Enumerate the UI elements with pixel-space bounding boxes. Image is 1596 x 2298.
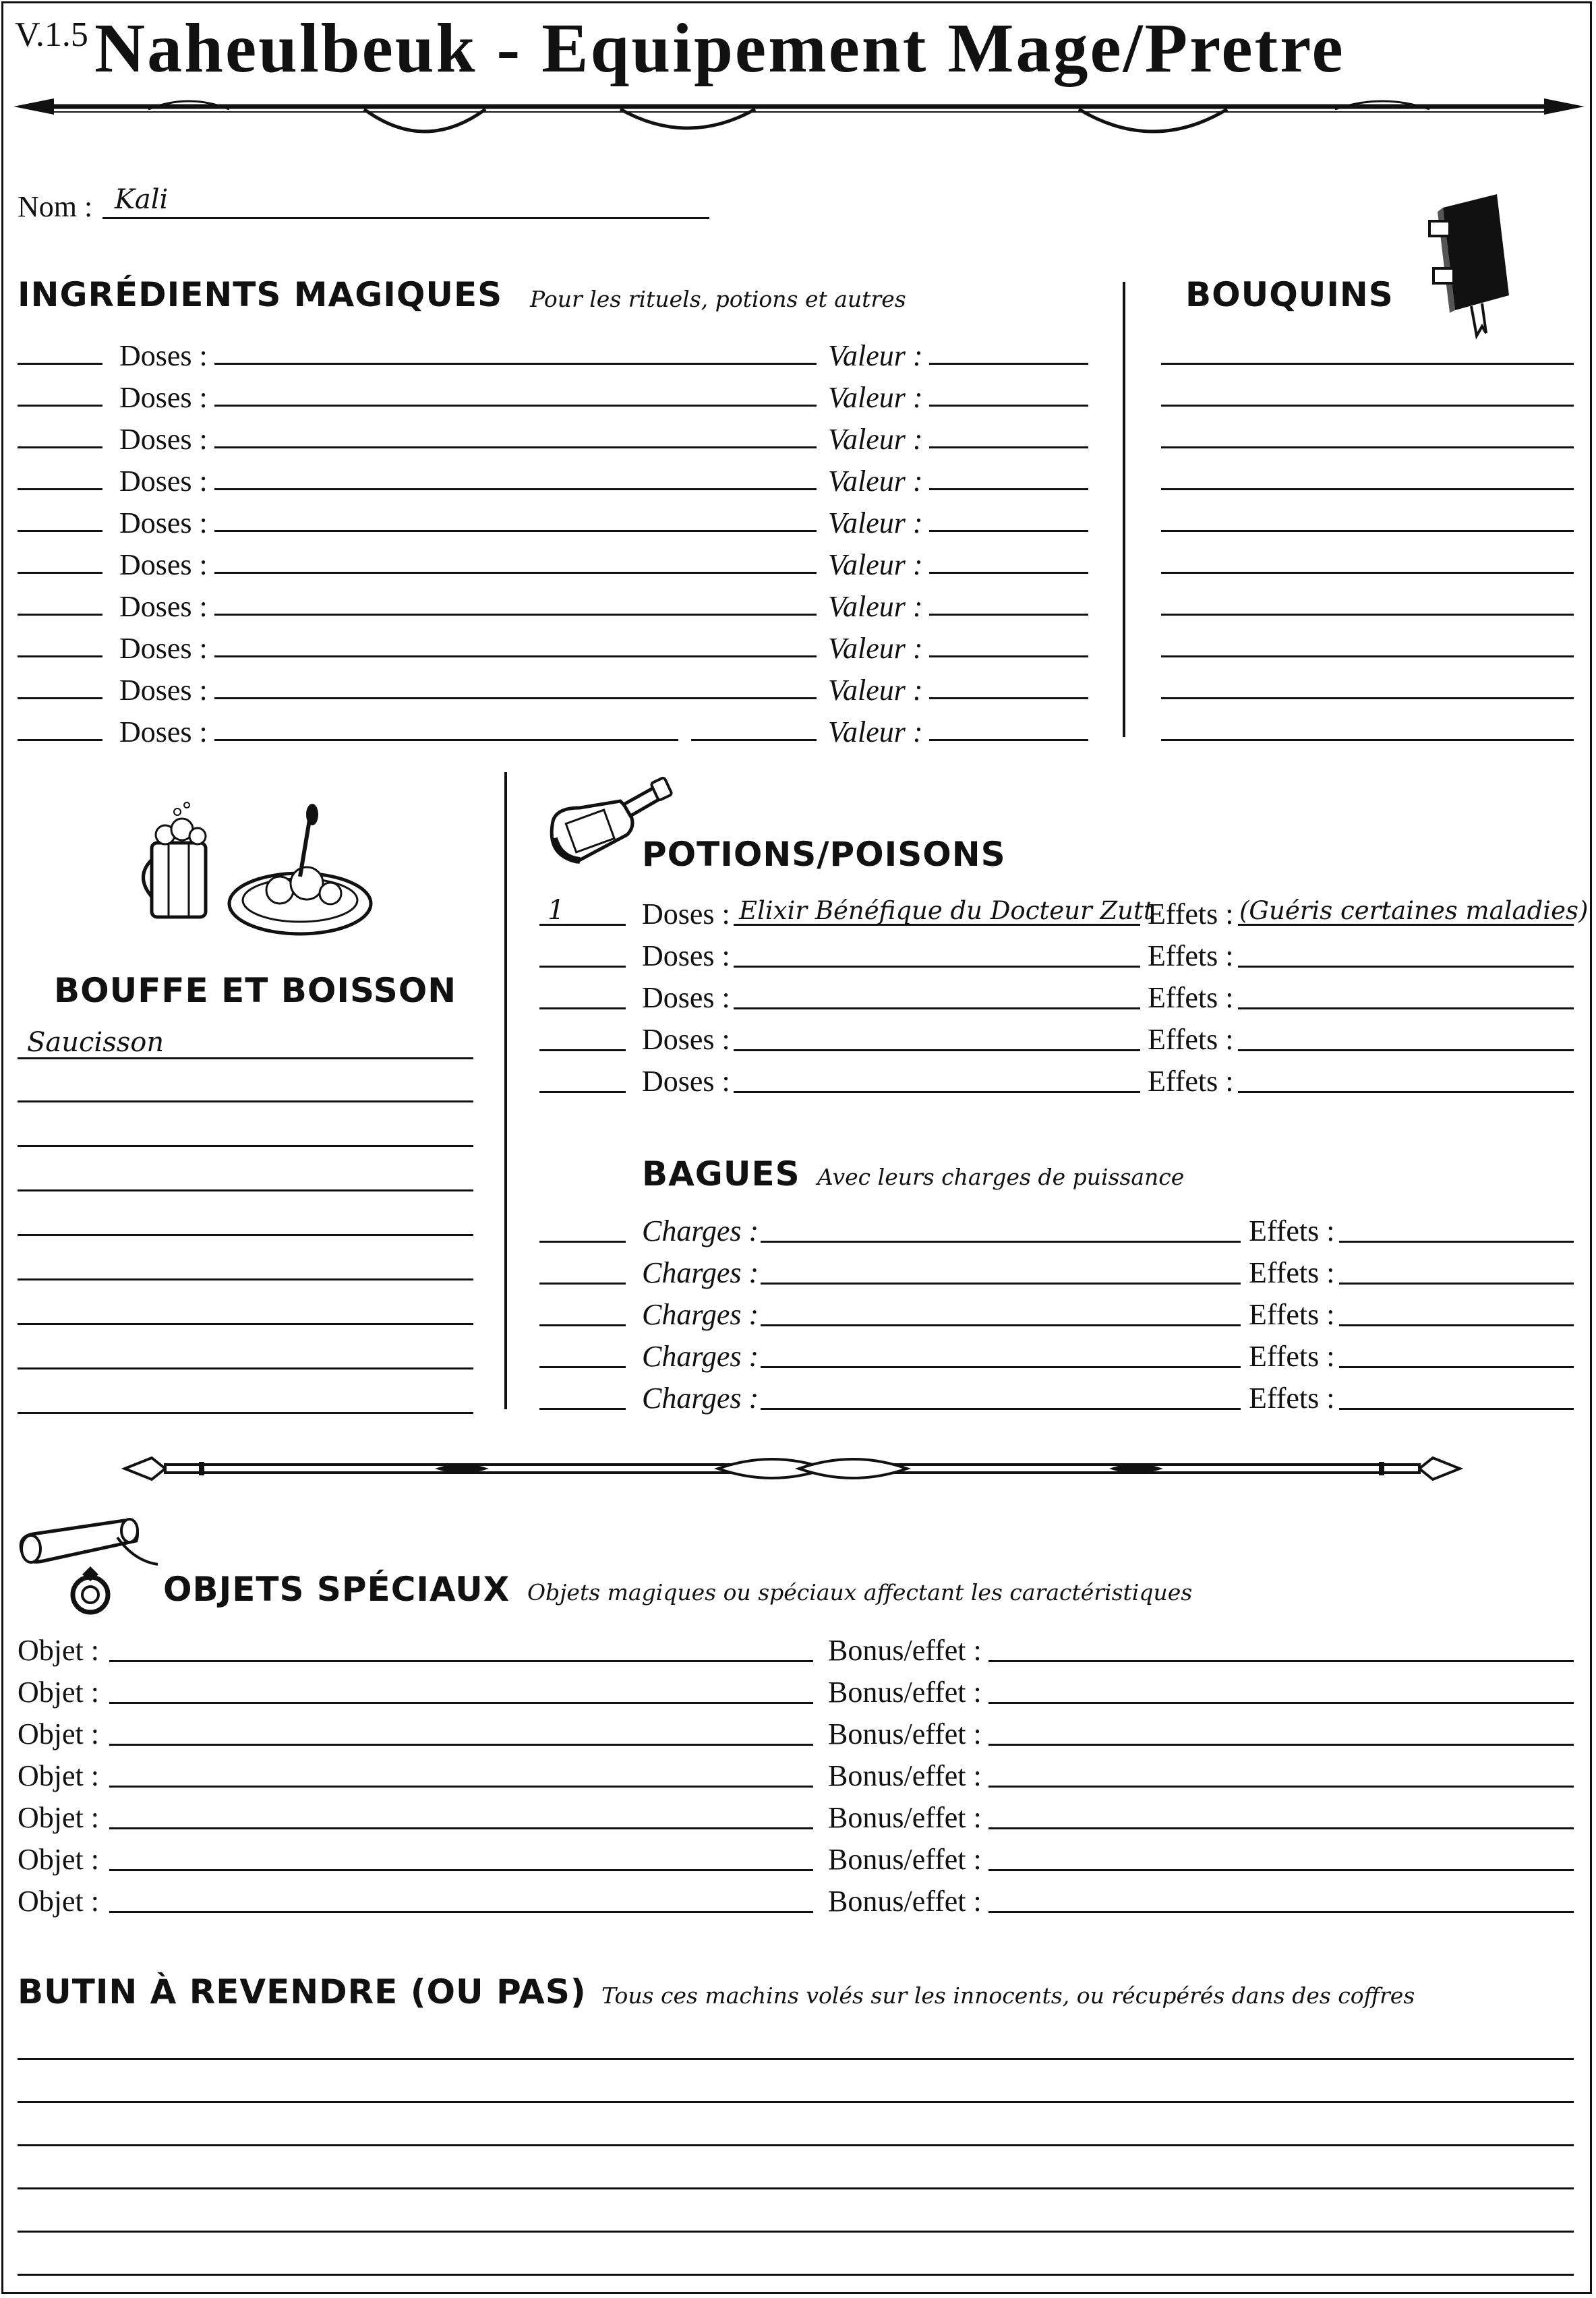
potion-effects-label: Effets : [1148,897,1234,931]
ingredient-value-line[interactable] [929,405,1088,407]
charges-label: Charges : [642,1340,759,1373]
object-label: Objet : [18,1885,99,1918]
potion-effects-label: Effets : [1148,981,1234,1014]
ingredient-qty-line[interactable] [18,363,102,365]
value-label: Valeur : [828,632,923,665]
potion-effect-value[interactable]: (Guéris certaines maladies) [1239,896,1589,925]
staff-divider-icon [125,1450,1460,1497]
object-label: Objet : [18,1634,99,1667]
column-divider [1123,282,1125,737]
loot-line[interactable] [18,2187,1574,2189]
potion-doses-label: Doses : [642,939,730,972]
ingredient-value-line[interactable] [929,488,1088,490]
ingredient-name-line[interactable] [214,488,817,490]
doses-label: Doses : [119,506,208,539]
bonus-line[interactable] [988,1702,1574,1704]
food-line[interactable] [18,1145,473,1147]
loot-heading: BUTIN À REVENDRE (OU PAS) [18,1972,587,2011]
bonus-label: Bonus/effet : [828,1676,982,1709]
loot-line[interactable] [18,2274,1574,2276]
ingredient-value-line[interactable] [929,655,1088,657]
potion-effect-line[interactable] [1238,1049,1574,1051]
potion-effect-line[interactable] [1238,1007,1574,1009]
potion-doses-label: Doses : [642,897,730,931]
value-label: Valeur : [828,715,923,748]
ring-effect-line[interactable] [1339,1366,1574,1368]
bonus-label: Bonus/effet : [828,1759,982,1792]
potion-effects-label: Effets : [1148,1065,1234,1098]
charges-label: Charges : [642,1256,759,1289]
rings-heading: BAGUES [642,1154,800,1194]
book-line[interactable] [1161,655,1574,657]
potion-qty-line[interactable] [539,1007,626,1009]
value-label: Valeur : [828,674,923,707]
version-label: V.1.5 [15,16,88,54]
loot-line[interactable] [18,2058,1574,2060]
object-label: Objet : [18,1801,99,1834]
ingredient-value-line[interactable] [929,614,1088,616]
name-label: Nom : [18,190,93,223]
potion-name-line[interactable] [734,1007,1140,1009]
ingredient-name-line[interactable] [214,697,817,699]
ingredient-name-line[interactable] [214,572,817,574]
charges-label: Charges : [642,1214,759,1247]
bonus-line[interactable] [988,1827,1574,1829]
ring-effects-label: Effets : [1249,1298,1335,1331]
potion-qty-value[interactable]: 1 [548,895,565,926]
object-label: Objet : [18,1759,99,1792]
name-value[interactable]: Kali [115,184,169,215]
ingredient-qty-line[interactable] [18,697,102,699]
bonus-label: Bonus/effet : [828,1801,982,1834]
potion-doses-label: Doses : [642,1023,730,1056]
bonus-label: Bonus/effet : [828,1843,982,1876]
ingredient-qty-line[interactable] [18,446,102,448]
potion-name-line[interactable] [734,1091,1140,1093]
book-line[interactable] [1161,739,1574,741]
loot-line[interactable] [18,2144,1574,2146]
ingredient-qty-line[interactable] [18,488,102,490]
ring-effects-label: Effets : [1249,1256,1335,1289]
object-label: Objet : [18,1717,99,1750]
ring-qty-line[interactable] [539,1324,626,1326]
value-label: Valeur : [828,339,923,372]
doses-label: Doses : [119,548,208,581]
page-border [1,1,1592,2294]
food-entry[interactable]: Saucisson [27,1027,165,1058]
ingredient-qty-line[interactable] [18,739,102,741]
special-heading: OBJETS SPÉCIAUX [163,1570,510,1609]
book-line[interactable] [1161,697,1574,699]
ingredient-value-line[interactable] [929,739,1088,741]
name-line [102,217,709,219]
food-line[interactable] [18,1057,473,1059]
ring-effect-line[interactable] [1339,1324,1574,1326]
ingredient-value-line[interactable] [929,572,1088,574]
doses-label: Doses : [119,590,208,623]
ingredient-qty-line[interactable] [18,655,102,657]
book-line[interactable] [1161,363,1574,365]
book-line[interactable] [1161,614,1574,616]
food-line[interactable] [18,1100,473,1102]
ingredient-value-line[interactable] [929,530,1088,532]
potion-name-line[interactable] [734,966,1140,968]
food-line[interactable] [18,1367,473,1369]
potion-name-line[interactable] [734,1049,1140,1051]
ring-effects-label: Effets : [1249,1382,1335,1415]
ingredient-qty-line[interactable] [18,530,102,532]
object-line[interactable] [109,1660,813,1662]
object-line[interactable] [109,1702,813,1704]
object-label: Objet : [18,1676,99,1709]
bonus-line[interactable] [988,1660,1574,1662]
book-line[interactable] [1161,405,1574,407]
bonus-line[interactable] [988,1869,1574,1871]
ingredient-qty-line[interactable] [18,405,102,407]
ring-charges-line[interactable] [761,1408,1241,1410]
value-label: Valeur : [828,423,923,456]
bonus-label: Bonus/effet : [828,1717,982,1750]
ingredient-value-line[interactable] [929,697,1088,699]
food-heading: BOUFFE ET BOISSON [54,971,457,1010]
potion-qty-line[interactable] [539,1049,626,1051]
ingredient-name-line[interactable] [214,363,817,365]
bouquins-heading: BOUQUINS [1185,275,1394,314]
ring-charges-line[interactable] [761,1283,1241,1285]
potion-name-value[interactable]: Elixir Bénéfique du Docteur Zutt [739,896,1154,925]
charges-label: Charges : [642,1298,759,1331]
ring-charges-line[interactable] [761,1241,1241,1243]
doses-label: Doses : [119,381,208,414]
ingredient-name-line[interactable] [214,739,678,741]
food-line[interactable] [18,1412,473,1414]
ingredient-value-line[interactable] [929,363,1088,365]
loot-subtitle: Tous ces machins volés sur les innocents, ou récupérés dans des coffres [601,1982,1415,2009]
potions-heading: POTIONS/POISONS [642,835,1006,874]
ring-qty-line[interactable] [539,1283,626,1285]
loot-line[interactable] [18,2101,1574,2103]
object-line[interactable] [109,1911,813,1913]
potion-effects-label: Effets : [1148,1023,1234,1056]
page-title: Naheulbeuk - Equipement Mage/Pretre [94,9,1345,87]
doses-label: Doses : [119,465,208,498]
value-label: Valeur : [828,465,923,498]
potion-effect-line[interactable] [1238,1091,1574,1093]
doses-label: Doses : [119,339,208,372]
doses-label: Doses : [119,674,208,707]
object-line[interactable] [109,1744,813,1746]
ingredient-name-line[interactable] [214,614,817,616]
ring-charges-line[interactable] [761,1366,1241,1368]
ingredient-name-line[interactable] [214,530,817,532]
ingredient-qty-line[interactable] [18,614,102,616]
ring-effects-label: Effets : [1249,1214,1335,1247]
ring-charges-line[interactable] [761,1324,1241,1326]
bonus-line[interactable] [988,1786,1574,1788]
value-label: Valeur : [828,381,923,414]
object-label: Objet : [18,1843,99,1876]
ingredients-heading: INGRÉDIENTS MAGIQUES [18,275,503,314]
food-line[interactable] [18,1234,473,1236]
value-label: Valeur : [828,506,923,539]
ingredient-extra-line[interactable] [691,739,817,741]
ingredient-name-line[interactable] [214,446,817,448]
loot-line[interactable] [18,2231,1574,2233]
value-label: Valeur : [828,590,923,623]
ring-effect-line[interactable] [1339,1241,1574,1243]
special-subtitle: Objets magiques ou spéciaux affectant les caractéristiques [527,1579,1193,1605]
column-divider-middle [504,772,507,1409]
bonus-line[interactable] [988,1744,1574,1746]
ingredient-name-line[interactable] [214,405,817,407]
value-label: Valeur : [828,548,923,581]
book-line[interactable] [1161,446,1574,448]
bonus-label: Bonus/effet : [828,1634,982,1667]
rings-subtitle: Avec leurs charges de puissance [817,1164,1185,1190]
potion-doses-label: Doses : [642,1065,730,1098]
doses-label: Doses : [119,632,208,665]
object-line[interactable] [109,1827,813,1829]
object-line[interactable] [109,1869,813,1871]
ring-qty-line[interactable] [539,1408,626,1410]
food-line[interactable] [18,1323,473,1325]
potion-doses-label: Doses : [642,981,730,1014]
ring-effect-line[interactable] [1339,1283,1574,1285]
bonus-line[interactable] [988,1911,1574,1913]
ingredients-subtitle: Pour les rituels, potions et autres [530,286,906,312]
ring-effect-line[interactable] [1339,1408,1574,1410]
object-line[interactable] [109,1786,813,1788]
bonus-label: Bonus/effet : [828,1885,982,1918]
potion-qty-line[interactable] [539,1091,626,1093]
spear-divider-icon [13,80,1585,154]
potion-effect-line[interactable] [1238,966,1574,968]
ring-qty-line[interactable] [539,1241,626,1243]
doses-label: Doses : [119,715,208,748]
doses-label: Doses : [119,423,208,456]
ingredient-value-line[interactable] [929,446,1088,448]
food-and-drink-icon [138,802,374,944]
ring-effects-label: Effets : [1249,1340,1335,1373]
ingredient-name-line[interactable] [214,655,817,657]
potion-qty-line[interactable] [539,966,626,968]
book-line[interactable] [1161,530,1574,532]
scroll-and-ring-icon [16,1514,151,1618]
ring-qty-line[interactable] [539,1366,626,1368]
book-line[interactable] [1161,572,1574,574]
food-line[interactable] [18,1189,473,1191]
food-line[interactable] [18,1278,473,1280]
potion-effects-label: Effets : [1148,939,1234,972]
ingredient-qty-line[interactable] [18,572,102,574]
book-icon [1429,194,1510,336]
book-line[interactable] [1161,488,1574,490]
charges-label: Charges : [642,1382,759,1415]
